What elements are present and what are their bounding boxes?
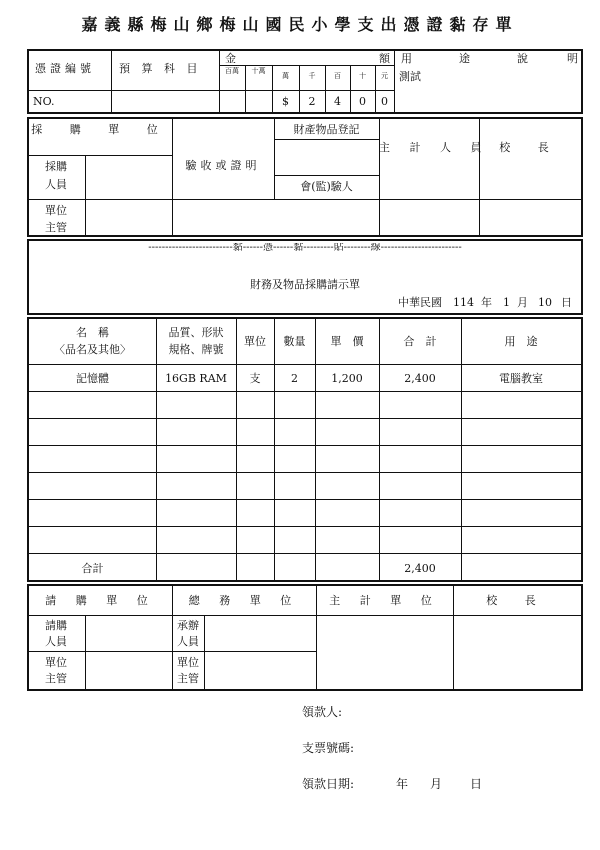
request-unit-label: 請 購 單 位 [45,594,156,607]
col-header-use: 用 途 [504,335,538,348]
property-registration-label: 財產物品登記 [293,123,360,136]
accountant-label: 主 計 人 員 [379,141,490,154]
unit-supervisor-label-line-1: 單位 [45,204,67,217]
col-header-qty: 數量 [283,335,306,348]
digit-label-thousand: 千 [308,72,316,80]
row-1-total[interactable]: 2,400 [404,372,436,385]
col-header-spec-2: 規格、牌號 [168,343,224,356]
procurement-unit-label: 採 購 單 位 [31,123,170,136]
handler-label-line-1: 承辦 [177,619,199,632]
purpose-label-3: 說 [517,52,528,65]
handler-label-line-2: 人員 [177,635,199,648]
request-date-day: 10 [538,296,552,309]
approval-table [27,584,583,691]
row-1-qty[interactable]: 2 [291,372,298,385]
check-number-label: 支票號碼: [302,741,355,755]
general-affairs-unit-label: 總 務 單 位 [188,594,300,607]
voucher-header-table [27,49,583,114]
buyer-label-line-2: 人員 [45,178,67,191]
requester-label-line-2: 人員 [45,635,67,648]
request-supervisor-label-line-1: 單位 [45,656,67,669]
col-header-name-2: 〈品名及其他〉 [54,343,131,356]
digit-label-hundred-thousand: 十萬 [251,67,266,75]
amount-digit-hundred: 4 [334,95,341,108]
col-header-unit-price: 單 價 [330,335,364,348]
buyer-label-line-1: 採購 [45,160,67,173]
col-header-spec-1: 品質、形狀 [168,326,224,339]
request-date-year: 114 [453,296,474,309]
budget-item-label: 預 算 科 目 [119,62,202,75]
approval-principal-label: 校 長 [486,594,548,607]
pay-date-day-unit: 日 [470,777,483,791]
paste-line: -------------------------黏------憑------黏---------貼--------線------------------------ [148,243,462,253]
request-form-title: 財務及物品採購請示單 [250,278,360,291]
row-1-unit[interactable]: 支 [249,372,261,385]
amount-label-right: 額 [379,52,390,65]
row-1-unit-price[interactable]: 1,200 [331,372,363,385]
amount-digit-ten: 0 [359,95,366,108]
purpose-label-2: 途 [459,52,470,65]
digit-label-yuan: 元 [381,72,388,80]
principal-label: 校 長 [499,141,561,154]
amount-digit-thousand: 2 [308,95,316,108]
sum-value: 2,400 [404,562,436,575]
request-title-box [27,239,583,315]
pay-date-year-unit: 年 [396,777,409,791]
voucher-no-label: 憑證編號 [35,62,95,75]
general-supervisor-label-line-2: 主管 [177,672,199,685]
amount-digit-yuan: 0 [381,95,388,108]
row-1-use[interactable]: 電腦教室 [499,372,543,385]
voucher-no-prefix: NO. [33,95,55,108]
purpose-label-4: 明 [567,52,578,65]
request-date-day-unit: 日 [561,296,572,309]
procurement-signature-table [27,117,583,237]
col-header-name-1: 名 稱 [76,326,109,339]
amount-label-left: 金 [225,52,236,65]
acceptance-label: 驗收或證明 [185,159,261,172]
request-date-month-unit: 月 [517,296,528,309]
col-header-unit: 單位 [244,335,266,348]
request-date-prefix: 中華民國 [398,296,442,309]
request-date-year-unit: 年 [481,296,492,309]
digit-label-ten: 十 [359,72,366,80]
pay-date-month-unit: 月 [430,777,443,791]
col-header-total: 合 計 [403,335,437,348]
purpose-value[interactable]: 測試 [399,70,421,83]
general-supervisor-label-line-1: 單位 [177,656,199,669]
unit-supervisor-label-line-2: 主管 [45,221,67,234]
items-table [27,317,583,582]
request-date-month: 1 [503,296,510,309]
payee-label: 領款人: [302,705,343,719]
pay-date-label: 領款日期: [302,777,355,791]
digit-label-hundred: 百 [334,72,341,80]
request-supervisor-label-line-2: 主管 [45,672,67,685]
requester-label-line-1: 請購 [45,619,67,632]
digit-label-million: 百萬 [225,67,239,75]
amount-currency: $ [282,95,289,108]
row-1-spec[interactable]: 16GB RAM [165,372,227,385]
row-1-name[interactable]: 記憶體 [76,372,109,385]
inspector-label: 會(監)驗人 [300,180,353,193]
digit-label-ten-thousand: 萬 [282,72,289,80]
sum-label: 合計 [81,562,104,575]
purpose-label-1: 用 [401,52,412,65]
accounting-unit-label: 主 計 單 位 [329,594,440,607]
page-title: 嘉義縣梅山鄉梅山國民小學支出憑證黏存單 [81,15,519,34]
